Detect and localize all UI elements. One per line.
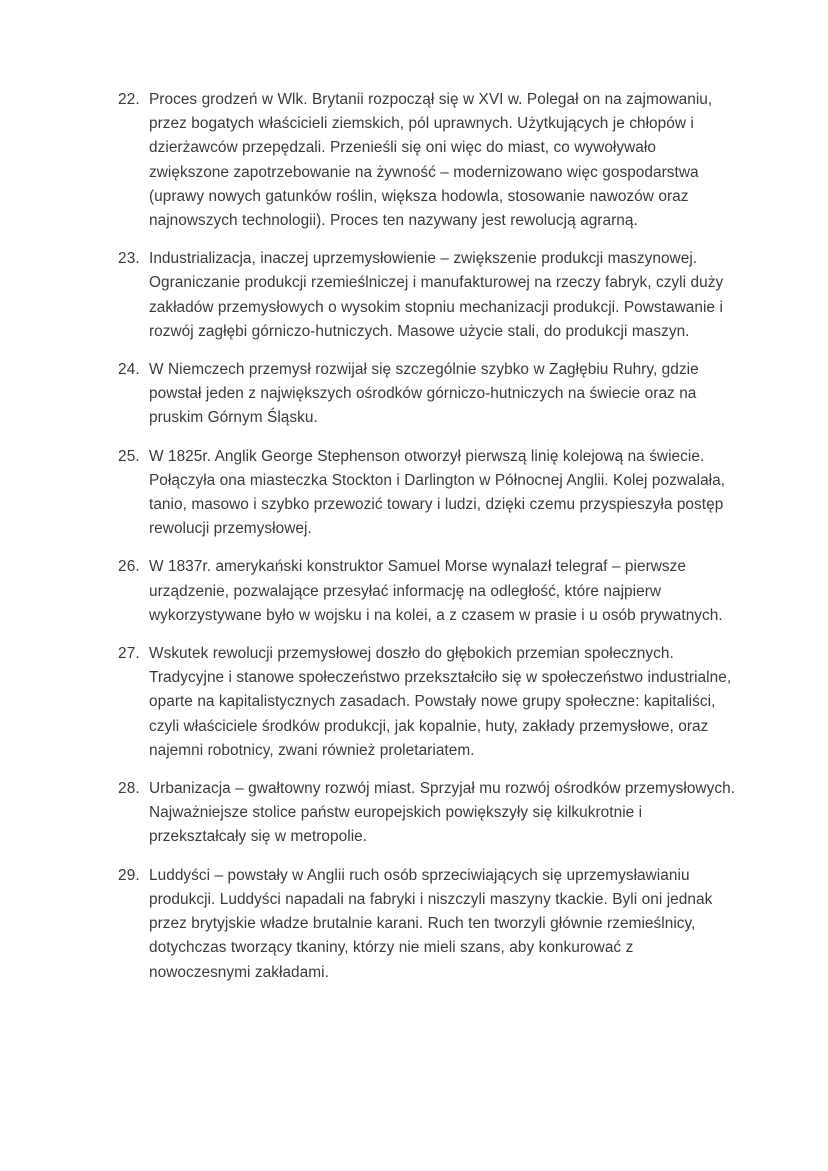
list-item-text: W 1837r. amerykański konstruktor Samuel Morse wynalazł telegraf – pierwsze urządzenie, pozwalające przesyłać informację na odległość, które najpierw wykorzystywane było w wojsku i na kolei, a z czasem w prasie i u osób prywatnych. [149, 558, 723, 624]
list-item-number: 26. [118, 558, 140, 576]
list-item-text: Wskutek rewolucji przemysłowej doszło do głębokich przemian społecznych. Tradycyjne i stanowe społeczeństwo przekształciło się w społeczeństwo industrialne, oparte na kapitalistycznych zasadach. Powstały nowe grupy społeczne: kapitaliści, czyli właściciele środków produkcji, jak kopalnie, huty, zakłady przemysłowe, oraz najemni robotnicy, zwani również proletariatem. [149, 645, 732, 759]
document-body [118, 88, 738, 985]
list-item [118, 555, 738, 628]
list-item-number: 25. [118, 447, 140, 465]
list-item-text: Industrializacja, inaczej uprzemysłowienie – zwiększenie produkcji maszynowej. Ograniczanie produkcji rzemieślniczej i manufakturowej na rzeczy fabryk, czyli duży zakładów przemysłowych o wysokim stopniu mechanizacji produkcji. Powstawanie i rozwój zagłębi górniczo-hutniczych. Masowe użycie stali, do produkcji maszyn. [149, 250, 724, 340]
list-item [118, 777, 738, 850]
list-item-text: W Niemczech przemysł rozwijał się szczególnie szybko w Zagłębiu Ruhry, gdzie powstał jeden z największych ośrodków górniczo-hutniczych na świecie oraz na pruskim Górnym Śląsku. [149, 361, 699, 427]
list-item-number: 22. [118, 91, 140, 108]
list-item [118, 358, 738, 431]
list-item [118, 247, 738, 344]
list-item-number: 24. [118, 361, 140, 379]
list-item-text: Urbanizacja – gwałtowny rozwój miast. Sprzyjał mu rozwój ośrodków przemysłowych. Najważniejsze stolice państw europejskich powiększyły się kilkukrotnie i przekształcały się w metropolie. [149, 780, 736, 846]
list-item [118, 864, 738, 985]
list-item [118, 445, 738, 542]
list-item [118, 88, 738, 233]
list-item [118, 642, 738, 763]
list-item-number: 28. [118, 780, 140, 798]
list-item-number: 29. [118, 866, 140, 884]
numbered-list [118, 88, 738, 985]
list-item-text: Proces grodzeń w Wlk. Brytanii rozpoczął się w XVI w. Polegał on na zajmowaniu, przez bogatych właścicieli ziemskich, pól uprawnych. Użytkujących je chłopów i dzierżawców przepędzali. Przenieśli się oni więc do miast, co wywoływało zwiększone zapotrzebowanie na żywność – modernizowano więc gospodarstwa (uprawy nowych gatunków roślin, większa hodowla, stosowanie nawozów oraz najnowszych technologii). Proces ten nazywany jest rewolucją agrarną. [149, 91, 713, 230]
list-item-number: 27. [118, 645, 140, 663]
list-item-text: W 1825r. Anglik George Stephenson otworzył pierwszą linię kolejową na świecie. Połączyła ona miasteczka Stockton i Darlington w Północnej Anglii. Kolej pozwalała, tanio, masowo i szybko przewozić towary i ludzi, dzięki czemu przyspieszyła postęp rewolucji przemysłowej. [149, 447, 726, 538]
list-item-text: Luddyści – powstały w Anglii ruch osób sprzeciwiających się uprzemysławianiu produkcji. Luddyści napadali na fabryki i niszczyli maszyny tkackie. Byli oni jednak przez brytyjskie władze brutalnie karani. Ruch ten tworzyli głównie rzemieślnicy, dotychczas tworzący tkaniny, którzy nie mieli szans, aby konkurować z nowoczesnymi zakładami. [149, 866, 713, 981]
list-item-number: 23. [118, 250, 140, 268]
